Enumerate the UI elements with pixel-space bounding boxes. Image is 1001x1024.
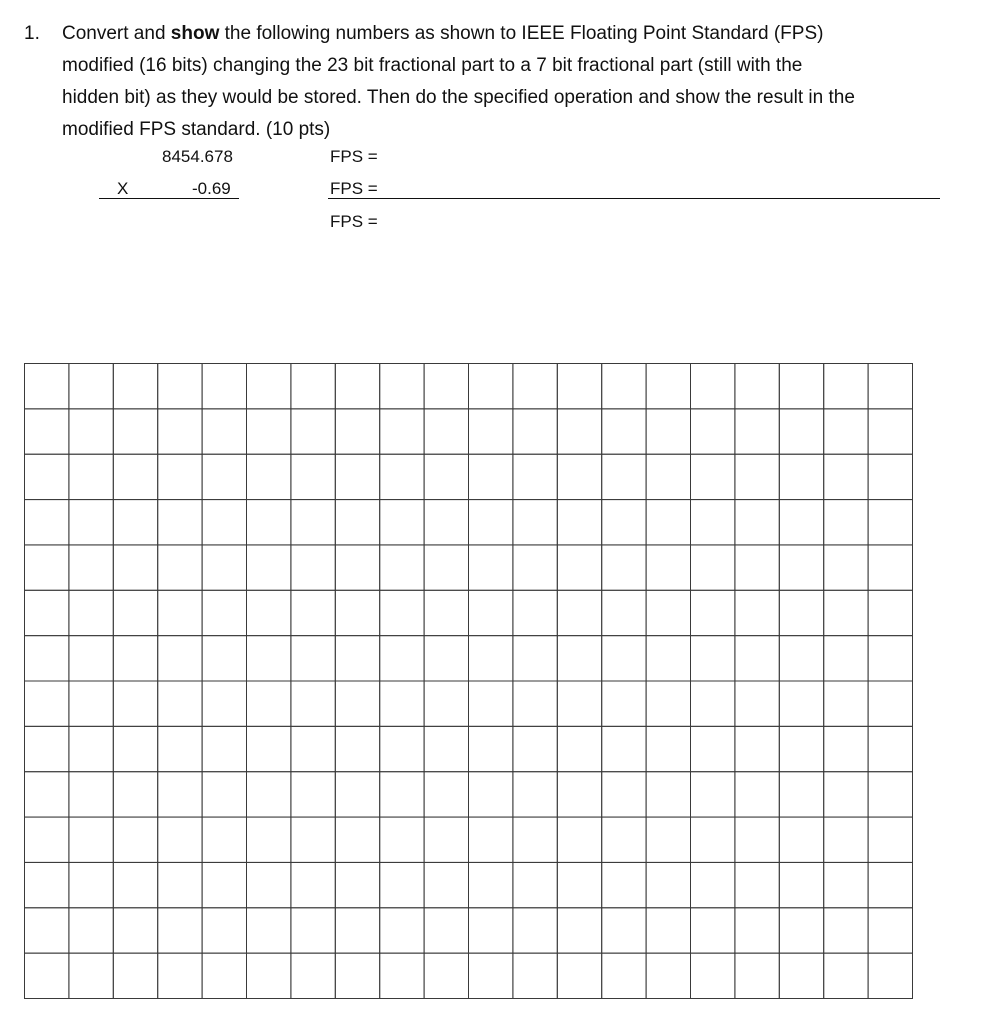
grid-cell bbox=[868, 908, 912, 953]
grid-cell bbox=[335, 681, 379, 726]
grid-cell bbox=[202, 681, 246, 726]
grid-cell bbox=[602, 817, 646, 862]
grid-cell bbox=[735, 908, 779, 953]
grid-cell bbox=[158, 590, 202, 635]
grid-cell bbox=[779, 636, 823, 681]
grid-cell bbox=[602, 908, 646, 953]
grid-cell bbox=[25, 500, 69, 545]
grid-cell bbox=[735, 590, 779, 635]
grid-cell bbox=[469, 953, 513, 998]
grid-cell bbox=[691, 545, 735, 590]
grid-cell bbox=[202, 817, 246, 862]
grid-cell bbox=[247, 953, 291, 998]
grid-cell bbox=[691, 636, 735, 681]
work-grid bbox=[24, 363, 913, 999]
grid-cell bbox=[868, 454, 912, 499]
grid-cell bbox=[469, 454, 513, 499]
grid-cell bbox=[380, 681, 424, 726]
grid-cell bbox=[868, 953, 912, 998]
grid-cell bbox=[646, 953, 690, 998]
grid-cell bbox=[735, 772, 779, 817]
grid-cell bbox=[202, 500, 246, 545]
grid-cell bbox=[380, 636, 424, 681]
grid-cell bbox=[735, 636, 779, 681]
grid-cell bbox=[735, 726, 779, 771]
grid-cell bbox=[380, 772, 424, 817]
grid-cell bbox=[779, 500, 823, 545]
grid-cell bbox=[247, 772, 291, 817]
grid-cell bbox=[380, 409, 424, 454]
grid-cell bbox=[557, 772, 601, 817]
grid-cell bbox=[779, 772, 823, 817]
operand-1: 8454.678 bbox=[162, 147, 233, 166]
grid-cell bbox=[646, 862, 690, 907]
grid-cell bbox=[779, 681, 823, 726]
grid-cell bbox=[69, 590, 113, 635]
grid-cell bbox=[424, 454, 468, 499]
fps-label-1: FPS = bbox=[330, 147, 378, 166]
grid-cell bbox=[779, 454, 823, 499]
grid-cell bbox=[691, 364, 735, 409]
fps-label-2: FPS = bbox=[330, 179, 378, 198]
grid-cell bbox=[557, 364, 601, 409]
grid-cell bbox=[557, 908, 601, 953]
grid-cell bbox=[25, 772, 69, 817]
grid-cell bbox=[158, 409, 202, 454]
grid-cell bbox=[824, 454, 868, 499]
grid-cell bbox=[646, 500, 690, 545]
grid-cell bbox=[25, 590, 69, 635]
grid-cell bbox=[513, 454, 557, 499]
grid-cell bbox=[469, 726, 513, 771]
grid-cell bbox=[291, 500, 335, 545]
grid-cell bbox=[291, 409, 335, 454]
grid-cell bbox=[735, 862, 779, 907]
grid-cell bbox=[469, 772, 513, 817]
grid-cell bbox=[824, 409, 868, 454]
grid-cell bbox=[158, 772, 202, 817]
grid-cell bbox=[158, 500, 202, 545]
grid-cell bbox=[247, 500, 291, 545]
grid-cell bbox=[247, 862, 291, 907]
grid-cell bbox=[735, 953, 779, 998]
grid-cell bbox=[824, 908, 868, 953]
grid-cell bbox=[779, 908, 823, 953]
grid-cell bbox=[247, 364, 291, 409]
grid-cell bbox=[291, 908, 335, 953]
grid-cell bbox=[735, 545, 779, 590]
grid-cell bbox=[291, 590, 335, 635]
grid-cell bbox=[69, 772, 113, 817]
grid-cell bbox=[646, 636, 690, 681]
grid-cell bbox=[691, 454, 735, 499]
grid-cell bbox=[113, 681, 157, 726]
grid-cell bbox=[202, 545, 246, 590]
question-line-2: modified (16 bits) changing the 23 bit fractional part to a 7 bit fractional part (still with the bbox=[62, 55, 803, 76]
grid-cell bbox=[202, 908, 246, 953]
grid-cell bbox=[557, 500, 601, 545]
grid-cell bbox=[513, 908, 557, 953]
grid-cell bbox=[824, 953, 868, 998]
grid-cell bbox=[247, 590, 291, 635]
grid-cell bbox=[291, 817, 335, 862]
grid-cell bbox=[469, 409, 513, 454]
grid-cell bbox=[202, 862, 246, 907]
grid-cell bbox=[247, 545, 291, 590]
grid-cell bbox=[824, 364, 868, 409]
grid-cell bbox=[202, 364, 246, 409]
question-line-1-start: Convert and bbox=[62, 23, 171, 44]
grid-cell bbox=[291, 726, 335, 771]
grid-cell bbox=[380, 545, 424, 590]
grid-cell bbox=[868, 636, 912, 681]
grid-cell bbox=[424, 364, 468, 409]
grid-cell bbox=[469, 500, 513, 545]
grid-cell bbox=[691, 500, 735, 545]
grid-cell bbox=[380, 908, 424, 953]
grid-cell bbox=[380, 862, 424, 907]
grid-cell bbox=[113, 817, 157, 862]
grid-cell bbox=[691, 817, 735, 862]
grid-cell bbox=[469, 590, 513, 635]
question-line-1-end: the following numbers as shown to IEEE Floating Point Standard (FPS) bbox=[219, 23, 824, 44]
grid-cell bbox=[513, 500, 557, 545]
grid-cell bbox=[691, 908, 735, 953]
grid-cell bbox=[69, 409, 113, 454]
grid-cell bbox=[247, 681, 291, 726]
grid-cell bbox=[469, 545, 513, 590]
grid-cell bbox=[202, 726, 246, 771]
grid-cell bbox=[557, 454, 601, 499]
grid-cell bbox=[868, 590, 912, 635]
grid-cell bbox=[824, 772, 868, 817]
grid-cell bbox=[513, 772, 557, 817]
grid-cell bbox=[335, 862, 379, 907]
grid-cell bbox=[424, 726, 468, 771]
grid-cell bbox=[291, 636, 335, 681]
grid-cell bbox=[557, 862, 601, 907]
grid-cell bbox=[335, 726, 379, 771]
grid-cell bbox=[202, 590, 246, 635]
grid-cell bbox=[25, 364, 69, 409]
grid-cell bbox=[380, 364, 424, 409]
grid-cell bbox=[868, 862, 912, 907]
grid-cell bbox=[779, 409, 823, 454]
grid-cell bbox=[247, 409, 291, 454]
grid-cell bbox=[25, 953, 69, 998]
grid-cell bbox=[158, 862, 202, 907]
grid-cell bbox=[25, 726, 69, 771]
grid-cell bbox=[557, 590, 601, 635]
grid-cell bbox=[158, 953, 202, 998]
grid-cell bbox=[824, 500, 868, 545]
grid-cell bbox=[691, 590, 735, 635]
grid-cell bbox=[291, 862, 335, 907]
grid-cell bbox=[646, 681, 690, 726]
multiply-operator: X bbox=[117, 179, 129, 198]
grid-cell bbox=[335, 364, 379, 409]
grid-cell bbox=[380, 500, 424, 545]
grid-cell bbox=[779, 862, 823, 907]
fps-answer-line bbox=[328, 198, 940, 199]
grid-cell bbox=[868, 817, 912, 862]
grid-cell bbox=[424, 636, 468, 681]
grid-cell bbox=[424, 681, 468, 726]
grid-cell bbox=[868, 545, 912, 590]
grid-cell bbox=[424, 409, 468, 454]
operand-underline bbox=[99, 198, 239, 199]
grid-cell bbox=[247, 726, 291, 771]
grid-cell bbox=[557, 409, 601, 454]
grid-cell bbox=[25, 454, 69, 499]
grid-cell bbox=[424, 500, 468, 545]
grid-cell bbox=[335, 953, 379, 998]
grid-cell bbox=[646, 364, 690, 409]
grid-cell bbox=[25, 862, 69, 907]
grid-cell bbox=[691, 772, 735, 817]
grid-cell bbox=[335, 772, 379, 817]
grid-cell bbox=[113, 454, 157, 499]
grid-cell bbox=[779, 817, 823, 862]
grid-cell bbox=[113, 772, 157, 817]
grid-cell bbox=[646, 545, 690, 590]
grid-cell bbox=[113, 545, 157, 590]
grid-cell bbox=[602, 726, 646, 771]
grid-cell bbox=[113, 364, 157, 409]
grid-cell bbox=[69, 636, 113, 681]
grid-cell bbox=[202, 636, 246, 681]
grid-cell bbox=[380, 953, 424, 998]
grid-cell bbox=[513, 953, 557, 998]
grid-cell bbox=[602, 590, 646, 635]
grid-cell bbox=[380, 454, 424, 499]
question-line-3: hidden bit) as they would be stored. Then do the specified operation and show the result in the bbox=[62, 87, 855, 108]
grid-cell bbox=[691, 953, 735, 998]
grid-cell bbox=[646, 726, 690, 771]
grid-cell bbox=[380, 590, 424, 635]
grid-cell bbox=[158, 817, 202, 862]
grid-cell bbox=[513, 817, 557, 862]
grid-cell bbox=[557, 636, 601, 681]
grid-cell bbox=[69, 726, 113, 771]
grid-cell bbox=[646, 908, 690, 953]
grid-cell bbox=[735, 681, 779, 726]
grid-cell bbox=[202, 953, 246, 998]
grid-cell bbox=[824, 681, 868, 726]
grid-cell bbox=[291, 545, 335, 590]
grid-cell bbox=[735, 454, 779, 499]
grid-cell bbox=[113, 409, 157, 454]
grid-cell bbox=[69, 364, 113, 409]
grid-cell bbox=[69, 545, 113, 590]
grid-cell bbox=[25, 681, 69, 726]
grid-cell bbox=[158, 364, 202, 409]
grid-cell bbox=[291, 454, 335, 499]
grid-cell bbox=[779, 953, 823, 998]
question-bold-show: show bbox=[170, 23, 220, 44]
grid-cell bbox=[557, 953, 601, 998]
grid-cell bbox=[69, 454, 113, 499]
grid-cell bbox=[469, 908, 513, 953]
grid-cell bbox=[335, 636, 379, 681]
grid-cell bbox=[69, 953, 113, 998]
grid-cell bbox=[779, 364, 823, 409]
grid-cell bbox=[335, 454, 379, 499]
grid-cell bbox=[424, 953, 468, 998]
grid-cell bbox=[513, 726, 557, 771]
question-line-1 bbox=[62, 18, 982, 50]
grid-cell bbox=[158, 681, 202, 726]
grid-cell bbox=[158, 545, 202, 590]
grid-cell bbox=[424, 817, 468, 862]
grid-cell bbox=[202, 772, 246, 817]
grid-cell bbox=[113, 862, 157, 907]
grid-cell bbox=[824, 545, 868, 590]
grid-cell bbox=[557, 726, 601, 771]
grid-cell bbox=[824, 862, 868, 907]
grid-cell bbox=[868, 772, 912, 817]
grid-cell bbox=[557, 817, 601, 862]
grid-cell bbox=[335, 590, 379, 635]
grid-cell bbox=[779, 545, 823, 590]
work-grid-svg bbox=[24, 363, 913, 999]
grid-cell bbox=[113, 636, 157, 681]
grid-cell bbox=[113, 590, 157, 635]
grid-cell bbox=[424, 908, 468, 953]
grid-cell bbox=[335, 500, 379, 545]
grid-cell bbox=[691, 862, 735, 907]
grid-cell bbox=[469, 636, 513, 681]
grid-cell bbox=[779, 590, 823, 635]
grid-cell bbox=[602, 681, 646, 726]
grid-cell bbox=[602, 862, 646, 907]
grid-cell bbox=[557, 545, 601, 590]
grid-cell bbox=[602, 953, 646, 998]
grid-cell bbox=[824, 590, 868, 635]
grid-cell bbox=[691, 681, 735, 726]
grid-cell bbox=[69, 862, 113, 907]
grid-cell bbox=[824, 726, 868, 771]
grid-cell bbox=[158, 726, 202, 771]
grid-cell bbox=[25, 409, 69, 454]
grid-cell bbox=[424, 590, 468, 635]
grid-cell bbox=[868, 500, 912, 545]
grid-cell bbox=[646, 454, 690, 499]
grid-cell bbox=[158, 636, 202, 681]
grid-cell bbox=[25, 817, 69, 862]
grid-cell bbox=[25, 636, 69, 681]
grid-cell bbox=[513, 545, 557, 590]
grid-cell bbox=[291, 772, 335, 817]
grid-cell bbox=[602, 364, 646, 409]
operand-2: -0.69 bbox=[192, 179, 231, 198]
grid-cell bbox=[691, 409, 735, 454]
grid-cell bbox=[113, 953, 157, 998]
grid-cell bbox=[602, 409, 646, 454]
grid-cell bbox=[158, 454, 202, 499]
grid-cell bbox=[69, 500, 113, 545]
grid-cell bbox=[113, 726, 157, 771]
grid-cell bbox=[247, 636, 291, 681]
grid-cell bbox=[291, 953, 335, 998]
grid-cell bbox=[646, 590, 690, 635]
grid-cell bbox=[424, 862, 468, 907]
grid-cell bbox=[69, 908, 113, 953]
grid-cell bbox=[868, 409, 912, 454]
grid-cell bbox=[424, 545, 468, 590]
question-number: 1. bbox=[24, 23, 40, 44]
grid-cell bbox=[335, 545, 379, 590]
grid-cell bbox=[824, 636, 868, 681]
grid-cell bbox=[735, 364, 779, 409]
grid-cell bbox=[557, 681, 601, 726]
grid-cell bbox=[646, 409, 690, 454]
grid-cell bbox=[469, 681, 513, 726]
grid-cell bbox=[513, 590, 557, 635]
grid-cell bbox=[691, 726, 735, 771]
grid-cell bbox=[602, 545, 646, 590]
grid-cell bbox=[868, 726, 912, 771]
grid-cell bbox=[113, 908, 157, 953]
grid-cell bbox=[25, 545, 69, 590]
grid-cell bbox=[424, 772, 468, 817]
grid-cell bbox=[247, 908, 291, 953]
grid-cell bbox=[380, 817, 424, 862]
fps-label-result: FPS = bbox=[330, 212, 378, 231]
grid-cell bbox=[513, 862, 557, 907]
grid-cell bbox=[513, 681, 557, 726]
grid-cell bbox=[291, 364, 335, 409]
grid-cell bbox=[69, 681, 113, 726]
grid-cell bbox=[824, 817, 868, 862]
grid-cell bbox=[469, 817, 513, 862]
question-line-4: modified FPS standard. (10 pts) bbox=[62, 119, 331, 140]
grid-cell bbox=[247, 454, 291, 499]
grid-cell bbox=[602, 454, 646, 499]
grid-cell bbox=[868, 681, 912, 726]
grid-cell bbox=[735, 817, 779, 862]
grid-cell bbox=[779, 726, 823, 771]
grid-cell bbox=[69, 817, 113, 862]
grid-cell bbox=[602, 772, 646, 817]
grid-cell bbox=[113, 500, 157, 545]
grid-cell bbox=[602, 636, 646, 681]
grid-cell bbox=[380, 726, 424, 771]
grid-cell bbox=[469, 364, 513, 409]
grid-cell bbox=[247, 817, 291, 862]
grid-cell bbox=[335, 817, 379, 862]
grid-cell bbox=[25, 908, 69, 953]
grid-cell bbox=[335, 908, 379, 953]
grid-cell bbox=[868, 364, 912, 409]
grid-cell bbox=[335, 409, 379, 454]
grid-cell bbox=[602, 500, 646, 545]
grid-cell bbox=[469, 862, 513, 907]
grid-cell bbox=[646, 817, 690, 862]
grid-cell bbox=[513, 636, 557, 681]
grid-cell bbox=[735, 500, 779, 545]
grid-cell bbox=[202, 409, 246, 454]
grid-cell bbox=[291, 681, 335, 726]
grid-cell bbox=[513, 364, 557, 409]
grid-cell bbox=[646, 772, 690, 817]
grid-cell bbox=[202, 454, 246, 499]
question-text bbox=[62, 18, 982, 146]
grid-cell bbox=[158, 908, 202, 953]
grid-cell bbox=[735, 409, 779, 454]
grid-cell bbox=[513, 409, 557, 454]
